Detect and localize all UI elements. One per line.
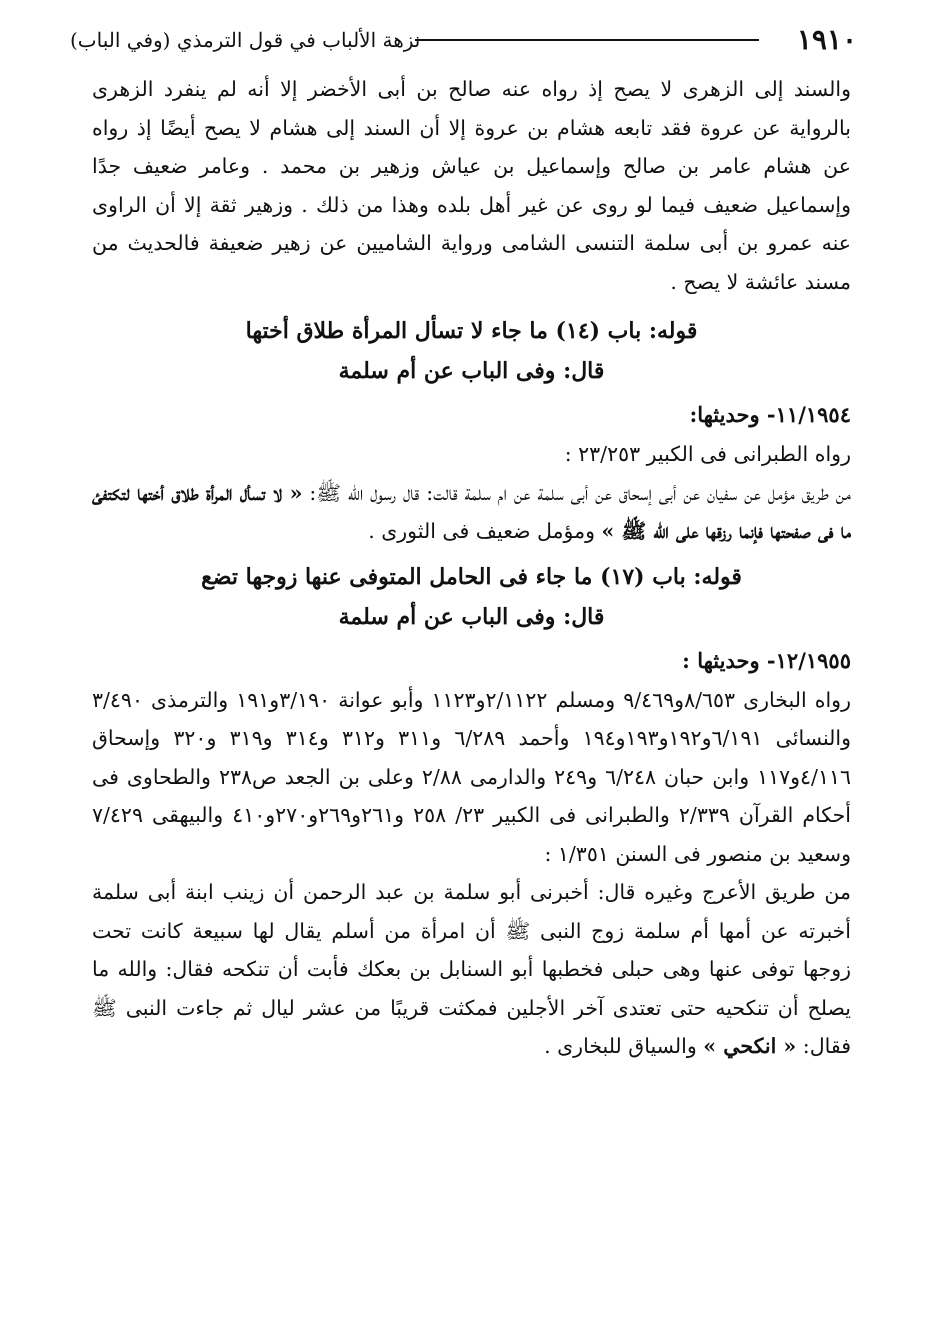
chain-paragraph-1954 — [92, 474, 851, 551]
qal-line-17: قال: وفى الباب عن أم سلمة — [338, 603, 605, 630]
page-number: ١٩١٠ — [796, 23, 857, 56]
qal-line-14: قال: وفى الباب عن أم سلمة — [338, 358, 605, 384]
intro-paragraph: والسند إلى الزهرى لا يصح إذ رواه عنه صالح بن أبى الأخضر إلا أنه لم ينفرد الزهرى بالرواية عن عروة فقد تابعه هشام بن عروة إلا أن السند إلى هشام لا يصح أيضًا إذ رواه عن هشام عامر بن صالح وإسماعيل بن عياش وزهير بن محمد . وعامر ضعيف جدًا وإسماعيل ضعيف فيما لو روى عن غير أهل بلده وهذا من ذلك . وزهير ثقة إلا أن الراوى عنه عمرو بن أبى سلمة التنسى الشامى ورواية الشاميين عن زهير ضعيفة فالحديث من مسند عائشة لا يصح . — [92, 77, 851, 294]
source-paragraph-1955: رواه البخارى ٨/٦٥٣و٩/٤٦٩ ومسلم ٢/١١٢٢و١١٢٣ وأبو عوانة ٣/١٩٠و١٩١ والترمذى ٣/٤٩٠ والنسائى ٦/١٩١و١٩٢و١٩٣و١٩٤ وأحمد ٦/٢٨٩ و٣١١ و٣١٢ و٣١٤ و٣١٩ و٣٢٠ وإسحاق ٤/١١٦و١١٧ وابن حبان ٦/٢٤٨ و٢٤٩ والدارمى ٢/٨٨ وعلى بن الجعد ص٢٣٨ والطحاوى فى أحكام القرآن ٢/٣٣٩ والطبرانى فى الكبير ٢٣/ ٢٥٨ و٢٦١و٢٦٩و٢٧٠و٤١٠ والبيهقى ٧/٤٢٩ وسعيد بن منصور فى السنن ١/٣٥١ : — [92, 687, 852, 866]
running-title: نزهة الألباب في قول الترمذي (وفي الباب) — [70, 28, 421, 52]
chapter-title-14: قوله: باب (١٤) ما جاء لا تسأل المرأة طلاق أختها — [245, 318, 698, 344]
chapter-title-17: قوله: باب (١٧) ما جاء فى الحامل المتوفى عنها زوجها تضع — [201, 563, 742, 590]
page-header — [70, 22, 857, 58]
chain-text: من طريق مؤمل عن سفيان عن أبى إسحاق عن أبى سلمة عن ام سلمة قالت: قال رسول الله ﷺ: — [309, 480, 851, 505]
hadith-quote: « انكحي » — [703, 1034, 797, 1058]
chain-tail: ومؤمل ضعيف فى الثورى . — [368, 519, 595, 543]
page-body — [92, 70, 851, 1066]
chain-paragraph-1955 — [92, 873, 851, 1066]
header-rule — [415, 39, 759, 41]
source-paragraph-1954: رواه الطبرانى فى الكبير ٢٣/٢٥٣ : — [564, 442, 851, 466]
chain-text: من طريق الأعرج وغيره قال: أخبرنى أبو سلمة بن عبد الرحمن أن زينب ابنة أبى سلمة أخبرته عن أمها أم سلمة زوج النبى ﷺ أن امرأة من أسلم يقال لها سبيعة كانت تحت زوجها توفى عنها وهى حبلى فخطبها أبو السنابل بن بعكك فأبت أن تنكحه فقال: والله ما يصلح أن تنكحيه حتى تعتدى آخر الأجلين فمكثت قريبًا من عشر ليال ثم جاءت النبى ﷺ فقال: — [92, 880, 851, 1058]
chain-tail: والسياق للبخارى . — [544, 1034, 697, 1058]
hadith-quote: « لا تسأل المرأة طلاق أختها لتكتفئ ما فى صفحتها فإنما رزقها على الله ﷺ » — [92, 480, 851, 543]
hadith-label-1954: ١١/١٩٥٤- وحديثها: — [689, 402, 851, 427]
hadith-label-1955: ١٢/١٩٥٥- وحديثها : — [682, 647, 851, 673]
